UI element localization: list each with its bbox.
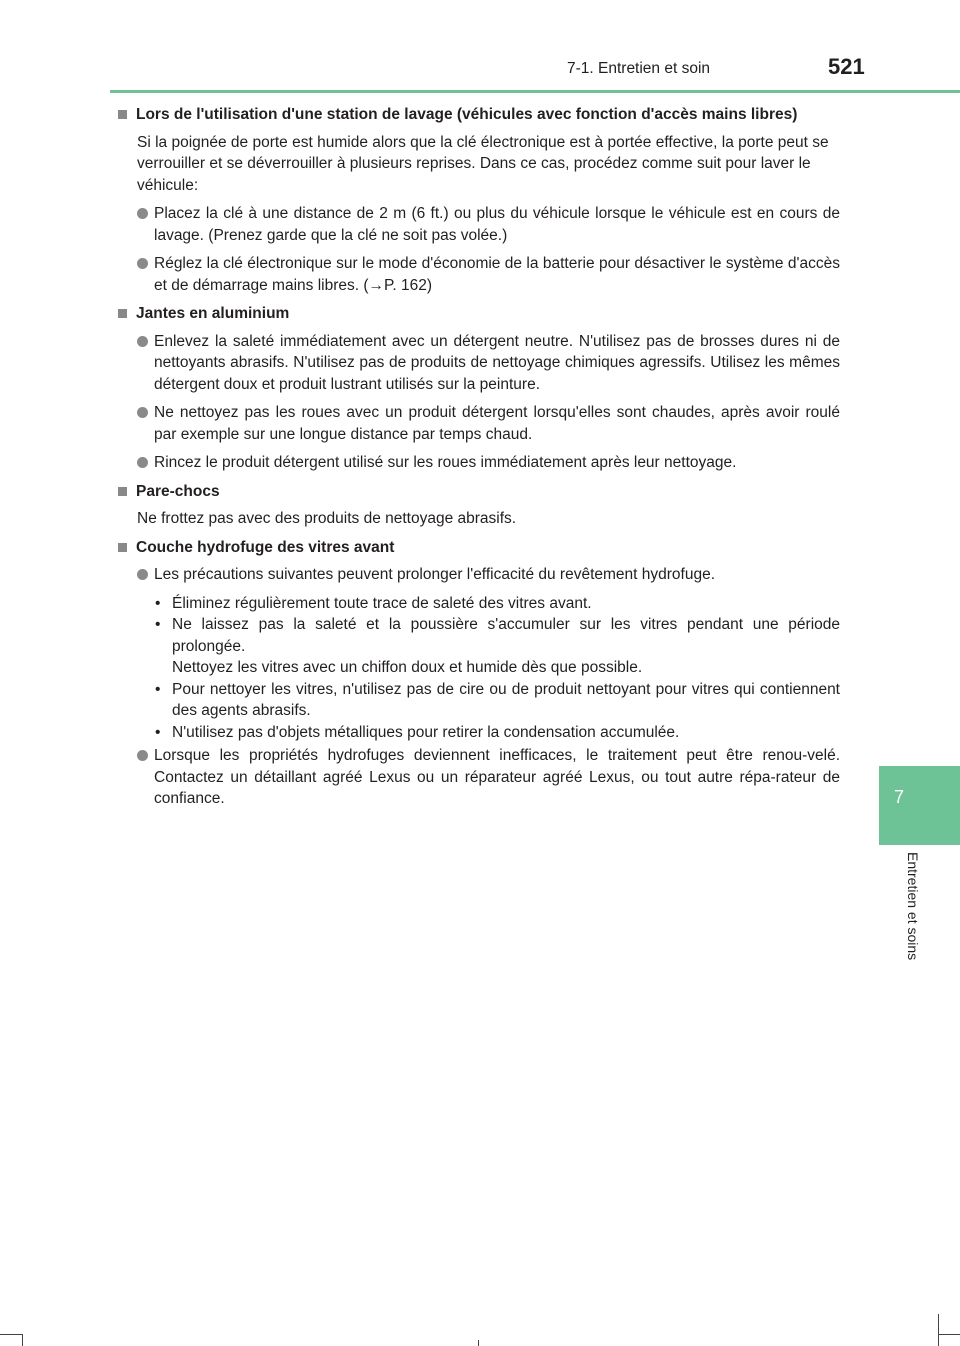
circle-bullet-icon (137, 336, 148, 347)
crop-mark (0, 1334, 22, 1335)
section-water-repellent (118, 537, 840, 810)
section-paragraph: Ne frottez pas avec des produits de nettoyage abrasifs. (137, 510, 517, 527)
section-title (118, 303, 840, 325)
section-title-text: Pare-chocs (136, 482, 220, 500)
circle-bullet-icon (137, 457, 148, 468)
crop-mark (938, 1334, 960, 1335)
sub-list-item-text: N'utilisez pas d'objets métalliques pour retirer la condensation accumulée. (172, 723, 680, 741)
sub-list-item-text: Pour nettoyer les vitres, n'utilisez pas de cire ou de produit nettoyant pour vitres qui contiennent des agents abrasifs. (172, 680, 840, 719)
list-item (137, 253, 840, 296)
header-rule (110, 90, 960, 93)
middle-dot-icon: • (155, 680, 161, 698)
sub-list (118, 593, 840, 744)
square-bullet-icon (118, 110, 127, 119)
middle-dot-icon: • (155, 594, 161, 612)
section-title-text: Lors de l'utilisation d'une station de lavage (véhicules avec fonction d'accès mains libres) (136, 106, 798, 123)
list-item (137, 564, 840, 586)
circle-bullet-icon (137, 569, 148, 580)
crop-mark (938, 1314, 939, 1346)
section-header: 7-1. Entretien et soin (567, 60, 711, 77)
circle-bullet-icon (137, 208, 148, 219)
section-car-wash (118, 104, 840, 296)
sub-list-item-text: Éliminez régulièrement toute trace de saleté des vitres avant. (172, 594, 592, 612)
section-paragraph: Si la poignée de porte est humide alors que la clé électronique est à portée effective, la porte peut se verrouiller et se déverrouiller à plusieurs reprises. Dans ce cas, procédez comme suit pour laver le véhicule: (137, 133, 829, 194)
list-item (137, 203, 840, 246)
chapter-label: Entretien et soins (905, 852, 921, 961)
list-item-text: Les précautions suivantes peuvent prolonger l'efficacité du revêtement hydrofuge. (154, 566, 716, 583)
crop-mark (22, 1334, 23, 1346)
crop-mark (478, 1340, 479, 1346)
circle-bullet-icon (137, 750, 148, 761)
list-item (137, 402, 840, 445)
list-item (137, 452, 840, 474)
square-bullet-icon (118, 487, 127, 496)
list-item-text: Rincez le produit détergent utilisé sur les roues immédiatement après leur nettoyage. (154, 454, 737, 471)
sub-list-item (155, 593, 840, 615)
section-title (118, 104, 840, 126)
list-item-text: Enlevez la saleté immédiatement avec un détergent neutre. N'utilisez pas de brosses dures ni de nettoyants abrasifs. N'utilisez pas de produits de nettoyage chimiques agressifs. Utilisez les mêmes détergent doux et produit lustrant utilisés sur la peinture. (154, 332, 840, 393)
square-bullet-icon (118, 543, 127, 552)
list-item-text: Placez la clé à une distance de 2 m (6 ft.) ou plus du véhicule lorsque le véhicule est en cours de lavage. (Prenez garde que la clé ne soit pas volée.) (154, 205, 840, 244)
page-number: 521 (828, 54, 865, 79)
section-title (118, 481, 840, 503)
sub-list-item-text: Ne laissez pas la saleté et la poussière s'accumuler sur les vitres pendant une période prolongée. Nettoyez les vitres avec un chiffon doux et humide dès que possible. (172, 616, 840, 676)
circle-bullet-icon (137, 407, 148, 418)
list-item-text: Lorsque les propriétés hydrofuges deviennent inefficaces, le traitement peut être renou-velé. Contactez un détaillant agréé Lexus ou un réparateur agréé Lexus, ou tout autre répa-rateur de confiance. (154, 747, 840, 807)
section-title-text: Jantes en aluminium (136, 305, 290, 322)
list-item-text: Réglez la clé électronique sur le mode d'économie de la batterie pour désactiver le système d'accès et de démarrage mains libres. (→P. 162) (154, 255, 840, 294)
middle-dot-icon: • (155, 616, 161, 633)
section-title (118, 537, 840, 559)
chapter-label-box (903, 852, 923, 992)
sub-list-item (155, 722, 840, 744)
circle-bullet-icon (137, 258, 148, 269)
sub-list-item (155, 614, 840, 679)
section-alloy-wheels (118, 303, 840, 474)
section-bumpers (118, 481, 840, 530)
section-title-text: Couche hydrofuge des vitres avant (136, 538, 395, 556)
list-item (137, 745, 840, 810)
list-item-text: Ne nettoyez pas les roues avec un produit détergent lorsqu'elles sont chaudes, après avoir roulé par exemple sur une longue distance par temps chaud. (154, 404, 840, 443)
square-bullet-icon (118, 309, 127, 318)
list-item (137, 331, 840, 396)
page-content (118, 104, 840, 817)
chapter-number: 7 (893, 787, 904, 807)
middle-dot-icon: • (155, 723, 161, 741)
sub-list-item (155, 679, 840, 722)
